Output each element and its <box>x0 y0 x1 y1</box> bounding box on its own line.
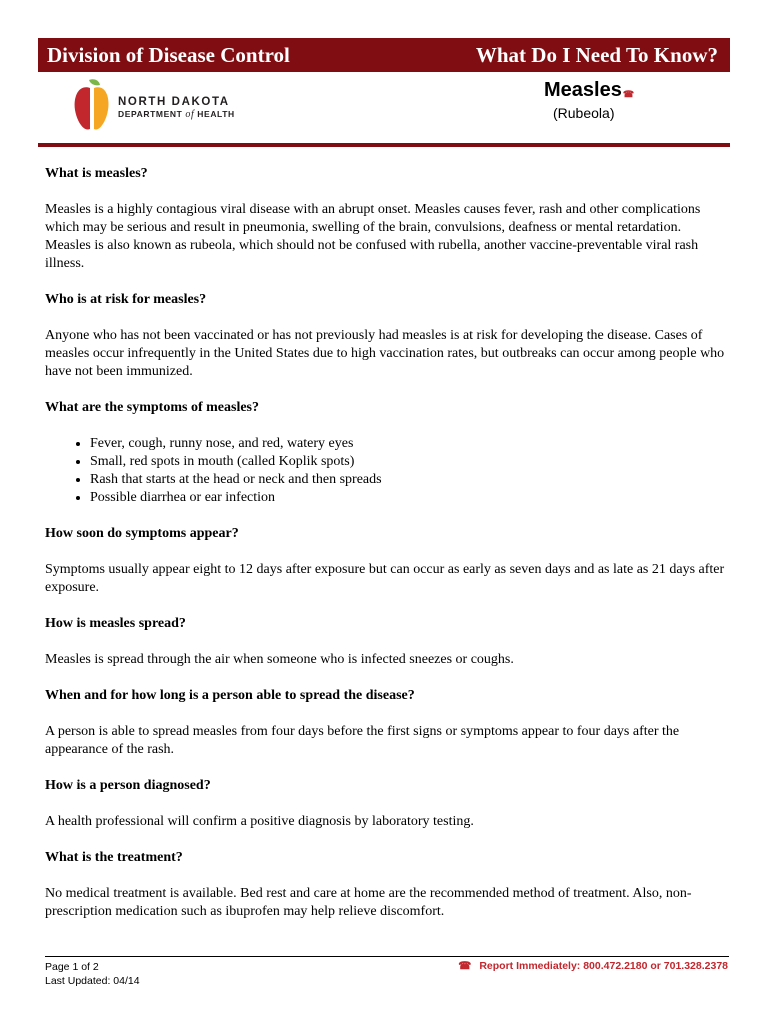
page-number: Page 1 of 2 <box>45 961 99 973</box>
last-updated: Last Updated: 04/14 <box>45 975 140 987</box>
section-heading: Who is at risk for measles? <box>45 292 207 307</box>
section-paragraph: A health professional will confirm a positive diagnosis by laboratory testing. <box>45 814 474 829</box>
report-text: Report Immediately: 800.472.2180 or 701.328.2378 <box>479 960 728 972</box>
section-paragraph: A person is able to spread measles from four days before the first signs or symptoms appear to four days after the appearance of the rash. <box>45 724 680 757</box>
report-line <box>458 960 728 972</box>
apple-red-half-icon <box>75 87 90 129</box>
apple-leaf-icon <box>89 79 100 85</box>
document-body <box>45 165 725 939</box>
logo-text <box>118 96 235 120</box>
footer-divider <box>45 956 729 957</box>
phone-icon: ☎ <box>458 960 472 972</box>
section-paragraph: Measles is spread through the air when someone who is infected sneezes or coughs. <box>45 652 514 667</box>
disease-title <box>544 79 634 102</box>
list-item: • Rash that starts at the head or neck and then spreads <box>90 471 725 489</box>
list-item: • Possible diarrhea or ear infection <box>90 489 725 507</box>
section-heading: What are the symptoms of measles? <box>45 400 259 415</box>
what-do-i-need-title: What Do I Need To Know? <box>475 42 718 67</box>
section-heading: How is measles spread? <box>45 616 186 631</box>
header-banner <box>38 38 730 72</box>
apple-orange-half-icon <box>94 87 108 129</box>
list-item: • Small, red spots in mouth (called Koplik spots) <box>90 453 725 471</box>
section-paragraph: Symptoms usually appear eight to 12 days after exposure but can occur as early as seven days and as late as 21 days after exposure. <box>45 562 725 595</box>
section-heading: How is a person diagnosed? <box>45 778 211 793</box>
logo-department: DEPARTMENT of HEALTH <box>118 109 235 120</box>
list-item: • Fever, cough, runny nose, and red, watery eyes <box>90 435 725 453</box>
disease-name: Measles <box>544 79 622 101</box>
disease-alt-name: (Rubeola) <box>553 105 615 121</box>
header-divider <box>38 143 730 147</box>
section-heading: How soon do symptoms appear? <box>45 526 239 541</box>
division-title: Division of Disease Control <box>47 42 290 67</box>
section-heading: What is the treatment? <box>45 850 183 865</box>
footer-meta <box>45 960 140 988</box>
section-paragraph: No medical treatment is available. Bed rest and care at home are the recommended method of treatment. Also, non-prescription medication such as ibuprofen may help relieve discomfort. <box>45 886 692 919</box>
section-paragraph: Anyone who has not been vaccinated or has not previously had measles is at risk for developing the disease. Cases of measles occur infrequently in the United States due to high vaccination rates, but outbreaks can occur among people who have not been immunized. <box>45 328 725 379</box>
symptom-list <box>45 435 725 507</box>
section-paragraph: Measles is a highly contagious viral disease with an abrupt onset. Measles causes fever, rash and other complications which may be serious and result in pneumonia, swelling of the brain, convulsions, deafness or mental retardation. Measles is also known as rubeola, which should not be confused with rubella, another vaccine-preventable viral rash illness. <box>45 202 701 271</box>
section-heading: When and for how long is a person able to spread the disease? <box>45 688 415 703</box>
logo-state: NORTH DAKOTA <box>118 96 230 108</box>
section-heading: What is measles? <box>45 166 148 181</box>
phone-icon: ☎ <box>622 89 635 99</box>
